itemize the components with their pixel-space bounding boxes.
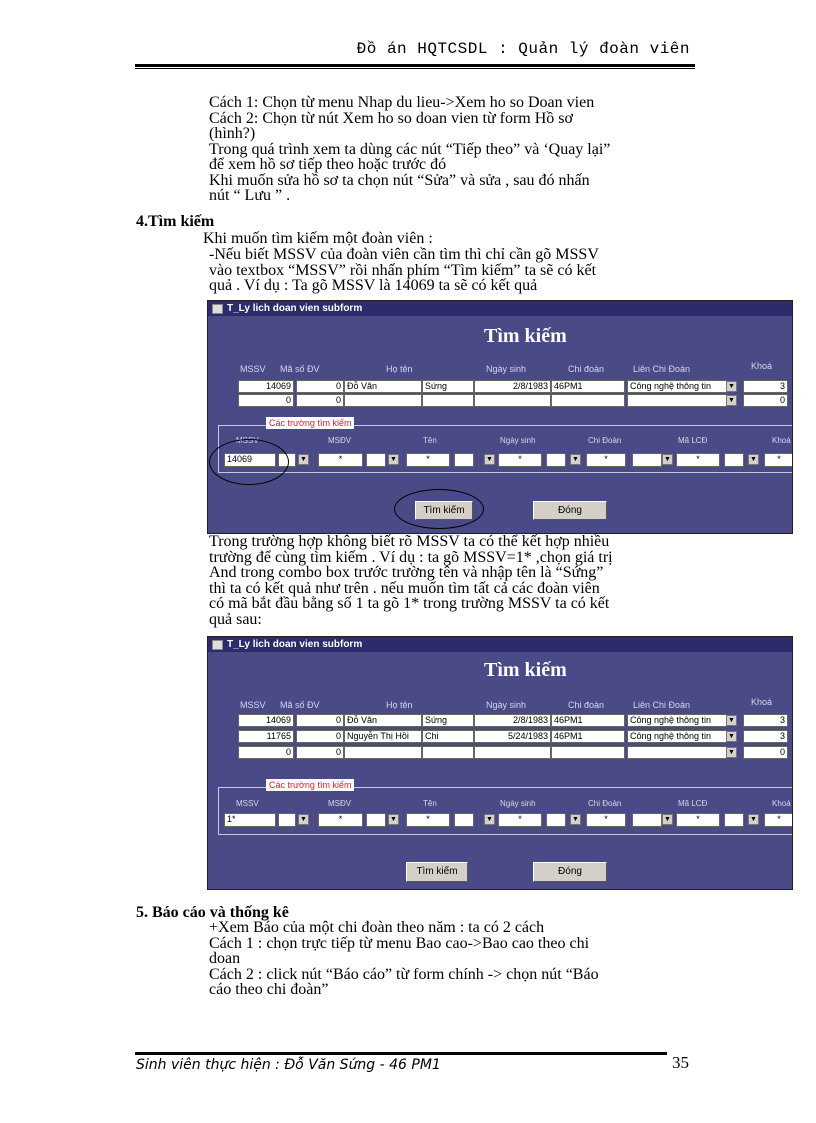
chevron-down-icon[interactable]: ▼: [726, 381, 737, 392]
cell-ten[interactable]: Chi: [422, 730, 474, 743]
cell-lien-chi-doan[interactable]: [627, 746, 727, 759]
col-header-ho-ten: Họ tên: [386, 700, 413, 710]
cell-ten[interactable]: [422, 394, 474, 407]
operator-combo[interactable]: [632, 453, 662, 467]
operator-combo[interactable]: [724, 453, 744, 467]
cell-ma-so-dv[interactable]: 0: [296, 380, 344, 393]
footer-author: Sinh viên thực hiện : Đỗ Văn Sứng - 46 PM1: [136, 1057, 441, 1073]
chevron-down-icon[interactable]: ▼: [726, 747, 737, 758]
chi-doan-search-input[interactable]: *: [586, 813, 626, 827]
operator-combo[interactable]: [546, 453, 566, 467]
criteria-header-khoa: Khoá: [772, 436, 791, 445]
cell-ngay-sinh[interactable]: 2/8/1983: [474, 714, 551, 727]
ngay-sinh-search-input[interactable]: *: [498, 813, 542, 827]
operator-combo[interactable]: [454, 813, 474, 827]
chevron-down-icon[interactable]: ▼: [726, 395, 737, 406]
cell-lien-chi-doan[interactable]: Công nghệ thông tin: [627, 714, 727, 727]
section-5-heading: 5. Báo cáo và thống kê: [136, 904, 289, 921]
section-5-line: Cách 2 : click nút “Báo cáo” từ form chính -> chọn nút “Báo: [209, 965, 599, 983]
chevron-down-icon[interactable]: ▼: [388, 814, 399, 825]
chevron-down-icon[interactable]: ▼: [748, 814, 759, 825]
header-rule-thin: [135, 68, 695, 69]
search-criteria-label: Các trường tìm kiếm: [266, 417, 354, 429]
operator-combo[interactable]: [724, 813, 744, 827]
criteria-header-mssv: MSSV: [236, 799, 259, 808]
cell-khoa[interactable]: 3: [743, 730, 788, 743]
criteria-header-ngay-sinh: Ngày sinh: [500, 436, 536, 445]
criteria-header-msdv: MSĐV: [328, 799, 352, 808]
ngay-sinh-search-input[interactable]: *: [498, 453, 542, 467]
ten-search-input[interactable]: *: [406, 453, 450, 467]
cell-ten[interactable]: Sứng: [422, 714, 474, 727]
intro-line: Trong quá trình xem ta dùng các nút “Tiếp theo” và ‘Quay lại”: [209, 140, 611, 158]
explanation-line: thì ta có kết quả như trên . nếu muốn tìm tất cả các đoàn viên: [209, 579, 600, 597]
ten-search-input[interactable]: *: [406, 813, 450, 827]
search-form-window-2: [207, 636, 793, 890]
cell-ho[interactable]: [344, 746, 422, 759]
chevron-down-icon[interactable]: ▼: [570, 454, 581, 465]
mssv-search-input[interactable]: 1*: [224, 813, 276, 827]
highlight-ellipse-search-button: [394, 489, 484, 529]
chevron-down-icon[interactable]: ▼: [726, 731, 737, 742]
ma-lcd-search-input[interactable]: *: [676, 453, 720, 467]
intro-paragraph: [209, 95, 709, 204]
chi-doan-search-input[interactable]: *: [586, 453, 626, 467]
col-header-chi-doan: Chi đoàn: [568, 700, 605, 710]
criteria-header-ma-lcd: Mã LCĐ: [678, 436, 708, 445]
cell-ho[interactable]: [344, 394, 422, 407]
msdv-search-input[interactable]: *: [318, 813, 363, 827]
col-header-khoa: Khoá: [751, 697, 773, 707]
cell-mssv[interactable]: 14069: [238, 380, 294, 393]
search-explanation-paragraph: [209, 534, 729, 627]
col-header-ngay-sinh: Ngày sinh: [486, 364, 527, 374]
msdv-search-input[interactable]: *: [318, 453, 363, 467]
chevron-down-icon[interactable]: ▼: [726, 715, 737, 726]
operator-combo[interactable]: [366, 813, 386, 827]
cell-mssv[interactable]: 0: [238, 746, 294, 759]
cell-ho[interactable]: Đỗ Văn: [344, 714, 422, 727]
cell-khoa[interactable]: 3: [743, 380, 788, 393]
cell-ngay-sinh[interactable]: 5/24/1983: [474, 730, 551, 743]
criteria-header-msdv: MSĐV: [328, 436, 352, 445]
operator-combo[interactable]: [454, 453, 474, 467]
section-4-paragraph: [209, 247, 709, 294]
search-form-window-1: [207, 300, 793, 534]
cell-mssv[interactable]: 14069: [238, 714, 294, 727]
cell-ten[interactable]: [422, 746, 474, 759]
operator-combo[interactable]: [546, 813, 566, 827]
page-header-title: Đồ án HQTCSDL : Quản lý đoàn viên: [356, 40, 690, 58]
cell-ten[interactable]: Sứng: [422, 380, 474, 393]
window-title: T_Ly lich doan vien subform: [227, 639, 363, 650]
col-header-ngay-sinh: Ngày sinh: [486, 700, 527, 710]
col-header-lien-chi-doan: Liên Chi Đoàn: [633, 364, 691, 374]
section-5-line: +Xem Báo của một chi đoàn theo năm : ta có 2 cách: [209, 919, 545, 936]
criteria-header-ngay-sinh: Ngày sinh: [500, 799, 536, 808]
explanation-line: And trong combo box trước trường tên và nhập tên là “Sứng”: [209, 564, 604, 581]
section-4-heading: 4.Tìm kiếm: [136, 213, 215, 230]
cell-ngay-sinh[interactable]: [474, 394, 551, 407]
intro-line: Cách 2: Chọn từ nút Xem ho so doan vien từ form Hồ sơ: [209, 109, 573, 127]
chevron-down-icon[interactable]: ▼: [388, 454, 399, 465]
intro-line: để xem hồ sơ tiếp theo hoặc trước đó: [209, 156, 447, 173]
khoa-search-input[interactable]: *: [764, 813, 793, 827]
explanation-line: có mã bắt đầu bằng số 1 ta gõ 1* trong trường MSSV ta có kết: [209, 595, 610, 612]
operator-combo[interactable]: [366, 453, 386, 467]
chevron-down-icon[interactable]: ▼: [570, 814, 581, 825]
cell-khoa[interactable]: 3: [743, 714, 788, 727]
cell-khoa[interactable]: 0: [743, 394, 788, 407]
criteria-header-chi-doan: Chi Đoàn: [588, 436, 622, 445]
cell-chi-doan[interactable]: 46PM1: [551, 380, 625, 393]
col-header-ma-so-dv: Mã số ĐV: [280, 364, 320, 374]
chevron-down-icon[interactable]: ▼: [662, 814, 673, 825]
operator-combo[interactable]: [278, 813, 296, 827]
intro-line: nút “ Lưu ” .: [209, 187, 291, 204]
ma-lcd-search-input[interactable]: *: [676, 813, 720, 827]
window-titlebar: [208, 637, 792, 652]
section-5-paragraph: [209, 920, 709, 998]
cell-chi-doan[interactable]: 46PM1: [551, 730, 625, 743]
chevron-down-icon[interactable]: ▼: [484, 454, 495, 465]
section-5-line: doan: [209, 950, 241, 967]
form-title: Tìm kiếm: [484, 325, 567, 347]
col-header-khoa: Khoá: [751, 361, 773, 371]
chevron-down-icon[interactable]: ▼: [662, 454, 673, 465]
cell-ho[interactable]: Nguyễn Thị Hồi: [344, 730, 422, 743]
mssv-search-input[interactable]: 14069: [224, 453, 276, 467]
section-5-line: Cách 1 : chọn trực tiếp từ menu Bao cao->Bao cao theo chi: [209, 934, 590, 952]
cell-ho[interactable]: Đỗ Văn: [344, 380, 422, 393]
search-button[interactable]: Tìm kiếm: [415, 501, 473, 520]
chevron-down-icon[interactable]: ▼: [484, 814, 495, 825]
col-header-mssv: MSSV: [240, 700, 266, 710]
cell-mssv[interactable]: 0: [238, 394, 294, 407]
intro-line: Khi muốn sửa hồ sơ ta chọn nút “Sửa” và sửa , sau đó nhấn: [209, 171, 590, 189]
explanation-line: Trong trường hợp không biết rõ MSSV ta có thể kết hợp nhiều: [209, 533, 610, 550]
cell-ngay-sinh[interactable]: 2/8/1983: [474, 380, 551, 393]
cell-khoa[interactable]: 0: [743, 746, 788, 759]
close-button[interactable]: Đóng: [533, 501, 607, 520]
section-4-line: -Nếu biết MSSV của đoàn viên cần tìm thì chỉ cần gõ MSSV: [209, 246, 599, 263]
section-4-lead: Khi muốn tìm kiếm một đoàn viên :: [203, 230, 433, 247]
col-header-lien-chi-doan: Liên Chi Đoàn: [633, 700, 691, 710]
section-5-line: cáo theo chi đoàn”: [209, 981, 329, 998]
section-4-line: quả . Ví dụ : Ta gõ MSSV là 14069 ta sẽ có kết quả: [209, 277, 538, 294]
criteria-header-chi-doan: Chi Đoàn: [588, 799, 622, 808]
cell-ma-so-dv[interactable]: 0: [296, 394, 344, 407]
chevron-down-icon[interactable]: ▼: [298, 454, 309, 465]
cell-lien-chi-doan[interactable]: [627, 394, 727, 407]
cell-chi-doan[interactable]: [551, 746, 625, 759]
cell-lien-chi-doan[interactable]: Công nghệ thông tin: [627, 380, 727, 393]
window-system-icon: [212, 304, 223, 314]
criteria-header-ten: Tên: [423, 436, 437, 445]
col-header-ma-so-dv: Mã số ĐV: [280, 700, 320, 710]
highlight-ellipse-mssv: [209, 439, 289, 485]
operator-combo[interactable]: [632, 813, 662, 827]
window-title: T_Ly lich doan vien subform: [227, 303, 363, 314]
cell-ma-so-dv[interactable]: 0: [296, 730, 344, 743]
search-criteria-group: [218, 787, 793, 835]
intro-line: Cách 1: Chọn từ menu Nhap du lieu->Xem ho so Doan vien: [209, 94, 595, 111]
intro-line: (hình?): [209, 125, 256, 142]
criteria-header-ten: Tên: [423, 799, 437, 808]
col-header-mssv: MSSV: [240, 364, 266, 374]
criteria-header-ma-lcd: Mã LCĐ: [678, 799, 708, 808]
cell-chi-doan[interactable]: 46PM1: [551, 714, 625, 727]
chevron-down-icon[interactable]: ▼: [748, 454, 759, 465]
section-4-line: vào textbox “MSSV” rồi nhấn phím “Tìm kiếm” ta sẽ có kết: [209, 261, 597, 279]
footer-rule: [135, 1052, 667, 1055]
cell-ma-so-dv[interactable]: 0: [296, 714, 344, 727]
header-rule: [135, 64, 695, 67]
khoa-search-input[interactable]: *: [764, 453, 793, 467]
close-button[interactable]: Đóng: [533, 862, 607, 882]
cell-ngay-sinh[interactable]: [474, 746, 551, 759]
form-title: Tìm kiếm: [484, 659, 567, 681]
chevron-down-icon[interactable]: ▼: [298, 814, 309, 825]
cell-chi-doan[interactable]: [551, 394, 625, 407]
cell-lien-chi-doan[interactable]: Công nghệ thông tin: [627, 730, 727, 743]
col-header-chi-doan: Chi đoàn: [568, 364, 605, 374]
criteria-header-mssv: MSSV: [236, 436, 259, 445]
cell-ma-so-dv[interactable]: 0: [296, 746, 344, 759]
page-number: 35: [672, 1053, 689, 1072]
explanation-line: quả sau:: [209, 610, 262, 628]
cell-mssv[interactable]: 11765: [238, 730, 294, 743]
search-criteria-label: Các trường tìm kiếm: [266, 779, 354, 791]
explanation-line: trường để cùng tìm kiếm . Ví dụ : ta gõ MSSV=1* ,chọn giá trị: [209, 548, 613, 566]
search-button[interactable]: Tìm kiếm: [406, 862, 468, 882]
criteria-header-khoa: Khoá: [772, 799, 791, 808]
window-system-icon: [212, 640, 223, 650]
window-titlebar: [208, 301, 792, 316]
col-header-ho-ten: Họ tên: [386, 364, 413, 374]
